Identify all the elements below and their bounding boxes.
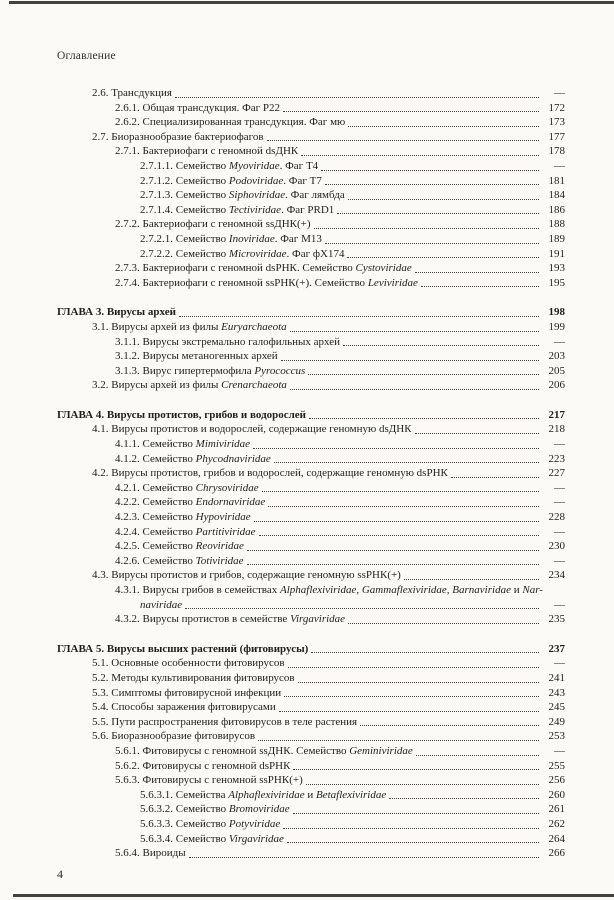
toc-page-ref: 218 xyxy=(548,423,565,436)
toc-dot-leader xyxy=(325,243,539,244)
toc-page-ref: 261 xyxy=(548,803,565,816)
toc-page-ref: 186 xyxy=(548,203,565,216)
toc-dot-leader xyxy=(337,213,539,214)
toc-page-ref: 256 xyxy=(548,774,565,787)
toc-page-ref: 206 xyxy=(548,379,565,392)
toc-dot-leader xyxy=(189,857,539,858)
toc-page-ref: 184 xyxy=(548,189,565,202)
text-segment: . Фаг Т7 xyxy=(283,174,322,187)
text-segment: 2.6.2. Специализированная трансдукция. Фаг мю xyxy=(115,116,346,129)
toc-page-ref: 199 xyxy=(548,320,565,333)
toc-dot-leader xyxy=(283,111,539,112)
toc-page-ref: 188 xyxy=(548,218,565,231)
text-segment: 2.7.1.2. Семейство xyxy=(140,174,229,187)
toc-dot-leader xyxy=(309,418,539,419)
toc-dot-leader xyxy=(404,579,539,580)
text-segment: 5.6.3.4. Семейство xyxy=(140,832,229,845)
toc-entry-text xyxy=(115,144,298,159)
toc-dot-leader xyxy=(298,682,539,683)
text-segment: 4.3.1. Вирусы грибов в семействах xyxy=(115,584,280,596)
toc-entry-text xyxy=(92,568,401,583)
latin-name-italic: Tectiviridae xyxy=(228,203,282,216)
latin-name-italic: Totiviridae xyxy=(195,554,244,567)
toc-page-ref: — xyxy=(554,159,565,172)
toc-dot-leader xyxy=(311,652,539,653)
toc-entry xyxy=(57,437,565,452)
text-segment: 4.2.1. Семейство xyxy=(115,481,196,494)
toc-entry-text xyxy=(140,832,284,847)
text-segment: . Фаг М13 xyxy=(274,232,322,245)
text-segment: 2.7.2.2. Семейство xyxy=(140,247,229,260)
latin-name-italic: Myoviridae xyxy=(228,159,280,172)
text-segment: 3.1. Вирусы архей из филы xyxy=(92,320,222,333)
latin-name-italic: Reoviridae xyxy=(195,540,244,553)
toc-entry-text xyxy=(115,525,256,540)
toc-dot-leader xyxy=(283,828,539,829)
latin-name-italic: Partitiviridae xyxy=(195,525,256,538)
toc-dot-leader xyxy=(254,521,539,522)
toc-dot-leader xyxy=(416,755,539,756)
toc-dot-leader xyxy=(281,360,539,361)
latin-name-italic: Euryarchaeota xyxy=(221,320,287,333)
toc-page-ref: 191 xyxy=(548,247,565,260)
latin-name-italic: Nar- xyxy=(522,584,543,596)
toc-entry xyxy=(57,130,565,145)
text-segment: ГЛАВА 5. Вирусы высших растений (фитовирусы) xyxy=(57,642,309,655)
text-segment: 4.2. Вирусы протистов, грибов и водорослей, содержащие геномную dsРНК xyxy=(92,467,448,480)
text-segment: 5.6.1. Фитовирусы с геномной ssДНК. Семейство xyxy=(115,744,350,757)
toc-entry-text xyxy=(115,335,340,350)
text-segment: 3.1.2. Вирусы метаногенных архей xyxy=(115,350,278,363)
toc-page-ref: 253 xyxy=(548,730,565,743)
toc-page-ref: — xyxy=(554,496,565,509)
toc-page-ref: 205 xyxy=(548,364,565,377)
toc-entry xyxy=(57,700,565,715)
text-segment: 5.1. Основные особенности фитовирусов xyxy=(92,657,285,670)
text-segment: . Фаг фХ174 xyxy=(286,247,345,260)
toc-dot-leader xyxy=(348,126,539,127)
toc-dot-leader xyxy=(247,564,539,565)
toc-entry xyxy=(57,817,565,832)
latin-name-italic: Geminiviridae xyxy=(349,744,413,757)
toc-entry xyxy=(57,232,565,247)
toc-dot-leader xyxy=(262,491,539,492)
text-segment: 4.1.1. Семейство xyxy=(115,438,196,451)
latin-name-italic: Podoviridae xyxy=(228,174,284,187)
text-segment: ГЛАВА 3. Вирусы архей xyxy=(57,306,176,319)
toc-entry xyxy=(57,715,565,730)
toc-dot-leader xyxy=(253,448,539,449)
toc-entry-text xyxy=(115,276,418,291)
toc-entry xyxy=(57,744,565,759)
text-segment: 3.2. Вирусы архей из филы xyxy=(92,379,222,392)
toc-page-ref: — xyxy=(554,657,565,670)
toc-page-ref: 189 xyxy=(548,232,565,245)
text-segment: 3.1.1. Вирусы экстремально галофильных архей xyxy=(115,335,341,348)
latin-name-italic: Hypoviridae xyxy=(195,511,251,524)
toc-entry xyxy=(57,466,565,481)
toc-page-ref: 249 xyxy=(548,715,565,728)
toc-dot-leader xyxy=(314,228,539,229)
toc-dot-leader xyxy=(321,170,539,171)
toc-page-ref: — xyxy=(554,554,565,567)
toc-dot-leader xyxy=(415,272,539,273)
text-segment: 5.6.3.2. Семейство xyxy=(140,803,229,816)
toc-dot-leader xyxy=(306,784,539,785)
toc-page-ref: — xyxy=(554,335,565,348)
toc-dot-leader xyxy=(274,462,539,463)
toc-entry-text xyxy=(115,115,345,130)
toc-entry xyxy=(57,86,565,101)
text-segment: 2.7.3. Бактериофаги с геномной dsРНК. Семейство xyxy=(115,262,356,275)
toc-entry xyxy=(57,686,565,701)
latin-name-italic: Microviridae xyxy=(228,247,287,260)
toc-page-ref: — xyxy=(554,525,565,538)
toc-dot-leader xyxy=(267,140,539,141)
toc-dot-leader xyxy=(284,696,539,697)
text-segment: 4.3.2. Вирусы протистов в семействе xyxy=(115,613,291,626)
toc-page-ref: 230 xyxy=(548,540,565,553)
toc-entry xyxy=(57,217,565,232)
toc-entry-text xyxy=(115,349,278,364)
toc-entry-text xyxy=(92,86,172,101)
toc-dot-leader xyxy=(268,506,539,507)
toc-page-ref: 172 xyxy=(548,101,565,114)
latin-name-italic: Crenarchaeota xyxy=(221,379,287,392)
toc-entry xyxy=(57,115,565,130)
toc-entry-text xyxy=(57,408,306,423)
toc-entry-text xyxy=(115,510,251,525)
toc-dot-leader xyxy=(301,155,539,156)
toc-dot-leader xyxy=(247,550,539,551)
toc-entry-text xyxy=(115,217,311,232)
toc-entry-text xyxy=(115,554,244,569)
toc-entry xyxy=(57,788,565,803)
toc-entry-text xyxy=(92,700,276,715)
toc-entry xyxy=(57,188,565,203)
toc-page-ref: 178 xyxy=(548,145,565,158)
toc-entry xyxy=(57,729,565,744)
toc xyxy=(57,86,565,861)
toc-section xyxy=(57,86,565,290)
toc-page-ref: — xyxy=(554,598,565,611)
toc-entry-text xyxy=(92,466,448,481)
text-segment: 5.6.3.1. Семейства xyxy=(140,788,229,801)
toc-page-ref: 227 xyxy=(548,467,565,480)
text-segment: , xyxy=(356,584,362,596)
toc-page-ref: 243 xyxy=(548,686,565,699)
toc-page-ref: — xyxy=(554,744,565,757)
toc-entry xyxy=(57,832,565,847)
toc-entry xyxy=(57,598,565,613)
toc-entry xyxy=(57,335,565,350)
toc-entry-text xyxy=(92,320,287,335)
text-segment: 5.6.3. Фитовирусы с геномной ssРНК(+) xyxy=(115,774,303,787)
toc-section xyxy=(57,408,565,627)
toc-entry-text xyxy=(140,232,322,247)
text-segment: 2.7.1.4. Семейство xyxy=(140,203,229,216)
toc-entry-text xyxy=(115,583,543,598)
text-segment: 2.7.4. Бактериофаги с геномной ssРНК(+). Семейство xyxy=(115,276,368,289)
toc-entry xyxy=(57,378,565,393)
toc-page-ref: 264 xyxy=(548,832,565,845)
toc-page-ref: 260 xyxy=(548,788,565,801)
toc-page-ref: 234 xyxy=(548,569,565,582)
text-segment: 2.6. Трансдукция xyxy=(92,87,172,99)
toc-page-ref: — xyxy=(554,438,565,451)
text-segment: 5.6.2. Фитовирусы с геномной dsРНК xyxy=(115,759,291,772)
toc-page-ref: 177 xyxy=(548,130,565,143)
toc-entry xyxy=(57,452,565,467)
toc-entry-text xyxy=(140,788,386,803)
toc-dot-leader xyxy=(290,389,539,390)
text-segment: 5.6.4. Вироиды xyxy=(115,847,186,860)
toc-page-ref: — xyxy=(554,481,565,494)
toc-entry-text xyxy=(140,203,334,218)
toc-entry xyxy=(57,671,565,686)
toc-entry xyxy=(57,510,565,525)
toc-section xyxy=(57,305,565,393)
toc-dot-leader xyxy=(287,842,539,843)
toc-chapter-entry xyxy=(57,408,565,423)
toc-page-ref: 241 xyxy=(548,671,565,684)
latin-name-italic: Cystoviridae xyxy=(355,262,412,275)
page-heading: Оглавление xyxy=(57,50,116,62)
latin-name-italic: Leviviridae xyxy=(367,276,418,289)
toc-entry xyxy=(57,802,565,817)
toc-entry-text xyxy=(92,715,357,730)
toc-dot-leader xyxy=(259,535,539,536)
text-segment: 5.5. Пути распространения фитовирусов в теле растения xyxy=(92,715,358,728)
toc-page-ref: 193 xyxy=(548,262,565,275)
toc-dot-leader xyxy=(325,184,539,185)
toc-entry-text xyxy=(115,452,271,467)
toc-page-ref: 262 xyxy=(548,817,565,830)
toc-entry xyxy=(57,583,565,598)
toc-chapter-entry xyxy=(57,642,565,657)
toc-entry-text xyxy=(115,437,250,452)
latin-name-italic: Phycodnaviridae xyxy=(195,452,271,465)
latin-name-italic: naviridae xyxy=(140,598,183,611)
toc-page-ref: 266 xyxy=(548,847,565,860)
toc-entry-text xyxy=(140,174,322,189)
text-segment: 4.2.2. Семейство xyxy=(115,496,196,509)
latin-name-italic: Bromoviridae xyxy=(228,803,290,816)
toc-page-ref: 245 xyxy=(548,701,565,714)
toc-entry-text xyxy=(115,539,244,554)
latin-name-italic: Gammaflexiviridae xyxy=(361,584,447,596)
latin-name-italic: Barnaviridae xyxy=(452,584,511,596)
toc-entry-text xyxy=(140,598,182,613)
toc-entry-text xyxy=(140,802,290,817)
toc-entry-text xyxy=(92,130,264,145)
toc-dot-leader xyxy=(389,798,539,799)
latin-name-italic: Chrysoviridae xyxy=(195,481,259,494)
text-segment: ГЛАВА 4. Вирусы протистов, грибов и водорослей xyxy=(57,408,307,421)
scan-edge-top xyxy=(9,1,614,4)
toc-entry xyxy=(57,554,565,569)
toc-dot-leader xyxy=(293,813,539,814)
text-segment: 4.2.6. Семейство xyxy=(115,554,196,567)
toc-entry-text xyxy=(57,642,308,657)
text-segment: и xyxy=(510,584,523,596)
toc-page-ref: 203 xyxy=(548,350,565,363)
toc-entry-text xyxy=(92,422,412,437)
toc-entry xyxy=(57,773,565,788)
text-segment: 2.7.1.1. Семейство xyxy=(140,159,229,172)
toc-dot-leader xyxy=(279,711,539,712)
toc-page-ref: 228 xyxy=(548,511,565,524)
toc-entry-text xyxy=(92,729,255,744)
toc-dot-leader xyxy=(258,740,539,741)
toc-dot-leader xyxy=(290,331,539,332)
toc-entry xyxy=(57,174,565,189)
toc-entry-text xyxy=(115,773,303,788)
text-segment: 4.2.5. Семейство xyxy=(115,540,196,553)
page-number: 4 xyxy=(57,867,63,881)
toc-dot-leader xyxy=(348,199,539,200)
toc-dot-leader xyxy=(348,623,539,624)
text-segment: 2.7.2.1. Семейство xyxy=(140,232,229,245)
toc-dot-leader xyxy=(360,725,539,726)
toc-entry xyxy=(57,261,565,276)
toc-entry xyxy=(57,656,565,671)
latin-name-italic: Alphaflexiviridae xyxy=(228,788,305,801)
toc-dot-leader xyxy=(293,769,539,770)
text-segment: 2.7. Биоразнообразие бактериофагов xyxy=(92,130,264,143)
toc-page-ref: 198 xyxy=(548,306,565,319)
latin-name-italic: Potyviridae xyxy=(228,817,281,830)
latin-name-italic: Alphaflexiviridae xyxy=(279,584,357,596)
toc-entry-text xyxy=(115,364,305,379)
toc-dot-leader xyxy=(421,286,539,287)
toc-page-ref: 235 xyxy=(548,613,565,626)
toc-entry xyxy=(57,612,565,627)
toc-entry xyxy=(57,525,565,540)
toc-entry-text xyxy=(115,744,413,759)
toc-entry xyxy=(57,247,565,262)
toc-chapter-entry xyxy=(57,305,565,320)
toc-entry xyxy=(57,101,565,116)
toc-entry xyxy=(57,495,565,510)
text-segment: . Фаг Т4 xyxy=(279,159,319,172)
toc-dot-leader xyxy=(185,608,539,609)
text-segment: 5.4. Способы заражения фитовирусами xyxy=(92,701,276,714)
text-segment: и xyxy=(304,788,316,801)
toc-page-ref: 223 xyxy=(548,452,565,465)
text-segment: 5.6.3.3. Семейство xyxy=(140,817,229,830)
toc-entry xyxy=(57,759,565,774)
toc-entry-text xyxy=(140,817,280,832)
toc-dot-leader xyxy=(343,345,539,346)
toc-dot-leader xyxy=(179,316,539,317)
toc-entry-text xyxy=(140,247,344,262)
scan-edge-bottom xyxy=(13,894,614,897)
toc-entry xyxy=(57,539,565,554)
toc-entry xyxy=(57,364,565,379)
toc-dot-leader xyxy=(288,667,539,668)
toc-entry xyxy=(57,349,565,364)
latin-name-italic: Pyrococcus xyxy=(254,364,306,377)
toc-entry-text xyxy=(92,656,285,671)
text-segment: 4.1. Вирусы протистов и водорослей, содержащие геномную dsДНК xyxy=(92,423,412,436)
text-segment: 2.6.1. Общая трансдукция. Фаг Р22 xyxy=(115,101,281,114)
toc-entry xyxy=(57,320,565,335)
toc-entry-text xyxy=(115,481,259,496)
text-segment: 2.7.1. Бактериофаги с геномной dsДНК xyxy=(115,145,299,158)
toc-section xyxy=(57,642,565,861)
text-segment: 5.2. Методы культивирования фитовирусов xyxy=(92,671,295,684)
toc-entry xyxy=(57,422,565,437)
text-segment: 4.3. Вирусы протистов и грибов, содержащие геномную ssРНК(+) xyxy=(92,569,401,582)
toc-entry-text xyxy=(57,305,176,320)
toc-entry-text xyxy=(140,188,345,203)
toc-entry xyxy=(57,481,565,496)
toc-entry-text xyxy=(140,159,318,174)
toc-entry-text xyxy=(115,101,280,116)
toc-entry-text xyxy=(92,686,281,701)
toc-page-ref: 181 xyxy=(548,174,565,187)
text-segment: 2.7.1.3. Семейство xyxy=(140,189,229,202)
toc-entry-text xyxy=(115,495,265,510)
toc-entry-text xyxy=(115,846,186,861)
toc-entry-text xyxy=(115,612,345,627)
text-segment: 2.7.2. Бактериофаги с геномной ssДНК(+) xyxy=(115,218,311,231)
toc-page-ref: 237 xyxy=(548,642,565,655)
toc-dot-leader xyxy=(347,257,539,258)
text-segment: 3.1.3. Вирус гипертермофила xyxy=(115,364,255,377)
toc-dot-leader xyxy=(308,374,539,375)
toc-page-ref: 195 xyxy=(548,276,565,289)
text-segment: . Фаг лямбда xyxy=(285,189,345,202)
toc-entry xyxy=(57,203,565,218)
toc-entry-text xyxy=(92,378,287,393)
latin-name-italic: Siphoviridae xyxy=(228,189,286,202)
toc-entry xyxy=(57,159,565,174)
toc-dot-leader xyxy=(415,433,539,434)
latin-name-italic: Mimiviridae xyxy=(195,438,251,451)
latin-name-italic: Virgaviridae xyxy=(228,832,284,845)
latin-name-italic: Endornaviridae xyxy=(195,496,266,509)
toc-entry-text xyxy=(92,671,295,686)
toc-entry xyxy=(57,568,565,583)
toc-entry-text xyxy=(115,759,290,774)
latin-name-italic: Virgaviridae xyxy=(290,613,346,626)
toc-page-ref: 217 xyxy=(548,408,565,421)
latin-name-italic: Inoviridae xyxy=(228,232,275,245)
toc-page-ref: 173 xyxy=(548,116,565,129)
text-segment: 5.6. Биоразнообразие фитовирусов xyxy=(92,730,256,743)
toc-entry-text xyxy=(115,261,412,276)
toc-dot-leader xyxy=(451,477,539,478)
text-segment: 4.1.2. Семейство xyxy=(115,452,196,465)
toc-dot-leader xyxy=(175,97,539,98)
toc-entry xyxy=(57,276,565,291)
toc-page-ref: — xyxy=(554,87,565,99)
toc-page-ref: 255 xyxy=(548,759,565,772)
text-segment: , xyxy=(446,584,453,596)
toc-entry xyxy=(57,846,565,861)
text-segment: 4.2.4. Семейство xyxy=(115,525,196,538)
text-segment: 4.2.3. Семейство xyxy=(115,511,196,524)
latin-name-italic: Betaflexiviridae xyxy=(315,788,387,801)
toc-entry xyxy=(57,144,565,159)
text-segment: . Фаг PRD1 xyxy=(281,203,335,216)
text-segment: 5.3. Симптомы фитовирусной инфекции xyxy=(92,686,282,699)
